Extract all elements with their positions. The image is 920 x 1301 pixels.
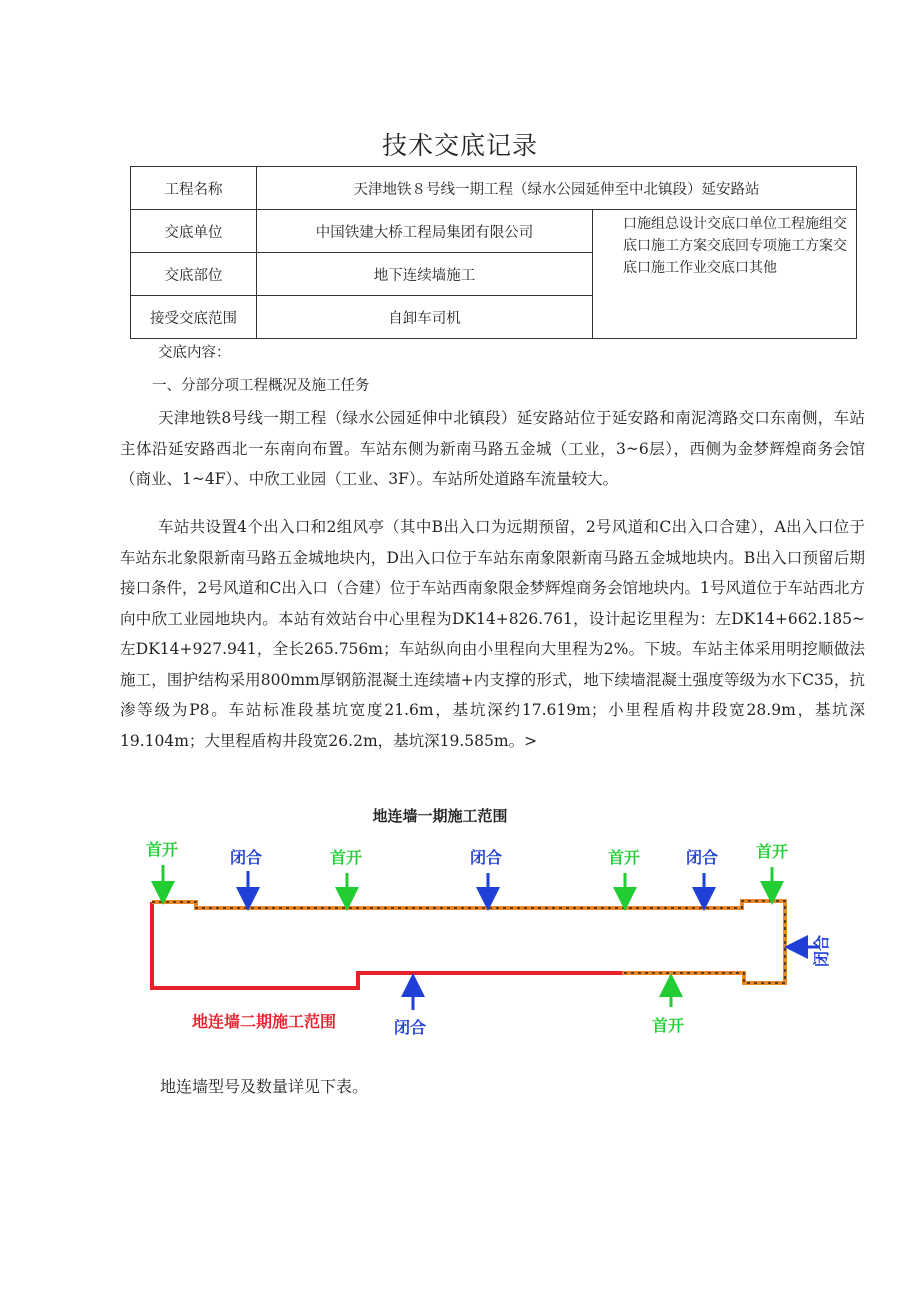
diagram-canvas bbox=[130, 805, 850, 1045]
scope-label: 接受交底范围 bbox=[131, 296, 257, 339]
phase2-label: 地连墙二期施工范围 bbox=[192, 1012, 337, 1031]
first-label-1: 首开 bbox=[146, 840, 179, 859]
project-name-label: 工程名称 bbox=[131, 167, 257, 210]
content-label: 交底内容： bbox=[158, 345, 231, 361]
phase2-wall bbox=[152, 902, 622, 988]
close-label-3: 闭合 bbox=[686, 848, 719, 867]
close-label-bottom: 闭合 bbox=[394, 1018, 427, 1037]
section-heading: 一、分部分项工程概况及施工任务 bbox=[152, 378, 370, 394]
close-label-right: 闭合 bbox=[812, 934, 831, 967]
disclosure-types: 口施组总设计交底口单位工程施组交底口施工方案交底回专项施工方案交底口施工作业交底口其他 bbox=[593, 210, 857, 339]
info-table bbox=[130, 166, 857, 339]
close-label-2: 闭合 bbox=[470, 848, 503, 867]
first-label-4: 首开 bbox=[756, 842, 789, 861]
details-paragraph: 车站共设置4个出入口和2组风亭（其中B出入口为远期预留，2号风道和C出入口合建），A出入口位于车站东北象限新南马路五金城地块内，D出入口位于车站东南象限新南马路五金城地块内。B出入口预留后期接口条件，2号风道和C出入口（合建）位于车站西南象限金梦辉煌商务会馆地块内。1号风道位于车站西北方向中欣工业园地块内。本站有效站台中心里程为DK14+826.761，设计起讫里程为：左DK14+662.185~左DK14+927.941，全长265.756m；车站纵向由小里程向大里程为2%。下坡。车站主体采用明挖顺做法施工，围护结构采用800mm厚钢筋混凝土连续墙+内支撑的形式，地下续墙混凝土强度等级为水下C35，抗渗等级为P8。车站标准段基坑宽度21.6m，基坑深约17.619m；小里程盾构井段宽28.9m，基坑深19.104m；大里程盾构井段宽26.2m，基坑深19.585m。> bbox=[120, 518, 865, 750]
document-title: 技术交底记录 bbox=[381, 131, 538, 160]
phase1-wall-dash bbox=[152, 901, 785, 983]
close-label-1: 闭合 bbox=[230, 848, 263, 867]
scope-value: 自卸车司机 bbox=[257, 296, 593, 339]
part-value: 地下连续墙施工 bbox=[257, 253, 593, 296]
project-name-value: 天津地铁８号线一期工程（绿水公园延伸至中北镇段）延安路站 bbox=[257, 167, 857, 210]
diagram-title: 地连墙一期施工范围 bbox=[372, 807, 508, 825]
part-label: 交底部位 bbox=[131, 253, 257, 296]
unit-value: 中国铁建大桥工程局集团有限公司 bbox=[257, 210, 593, 253]
unit-label: 交底单位 bbox=[131, 210, 257, 253]
footer-note: 地连墙型号及数量详见下表。 bbox=[160, 1077, 369, 1096]
overview-paragraph: 天津地铁8号线一期工程（绿水公园延伸中北镇段）延安路站位于延安路和南泥湾路交口东南侧，车站主体沿延安路西北一东南向布置。车站东侧为新南马路五金城（工业，3~6层），西侧为金梦辉煌商务会馆（商业、1~4F）、中欣工业园（工业、3F）。车站所处道路车流量较大。 bbox=[120, 409, 865, 488]
first-label-3: 首开 bbox=[608, 848, 641, 867]
phase1-wall bbox=[152, 901, 785, 983]
first-label-bottom: 首开 bbox=[652, 1016, 685, 1035]
wall-construction-diagram bbox=[130, 805, 850, 1045]
first-label-2: 首开 bbox=[330, 848, 363, 867]
